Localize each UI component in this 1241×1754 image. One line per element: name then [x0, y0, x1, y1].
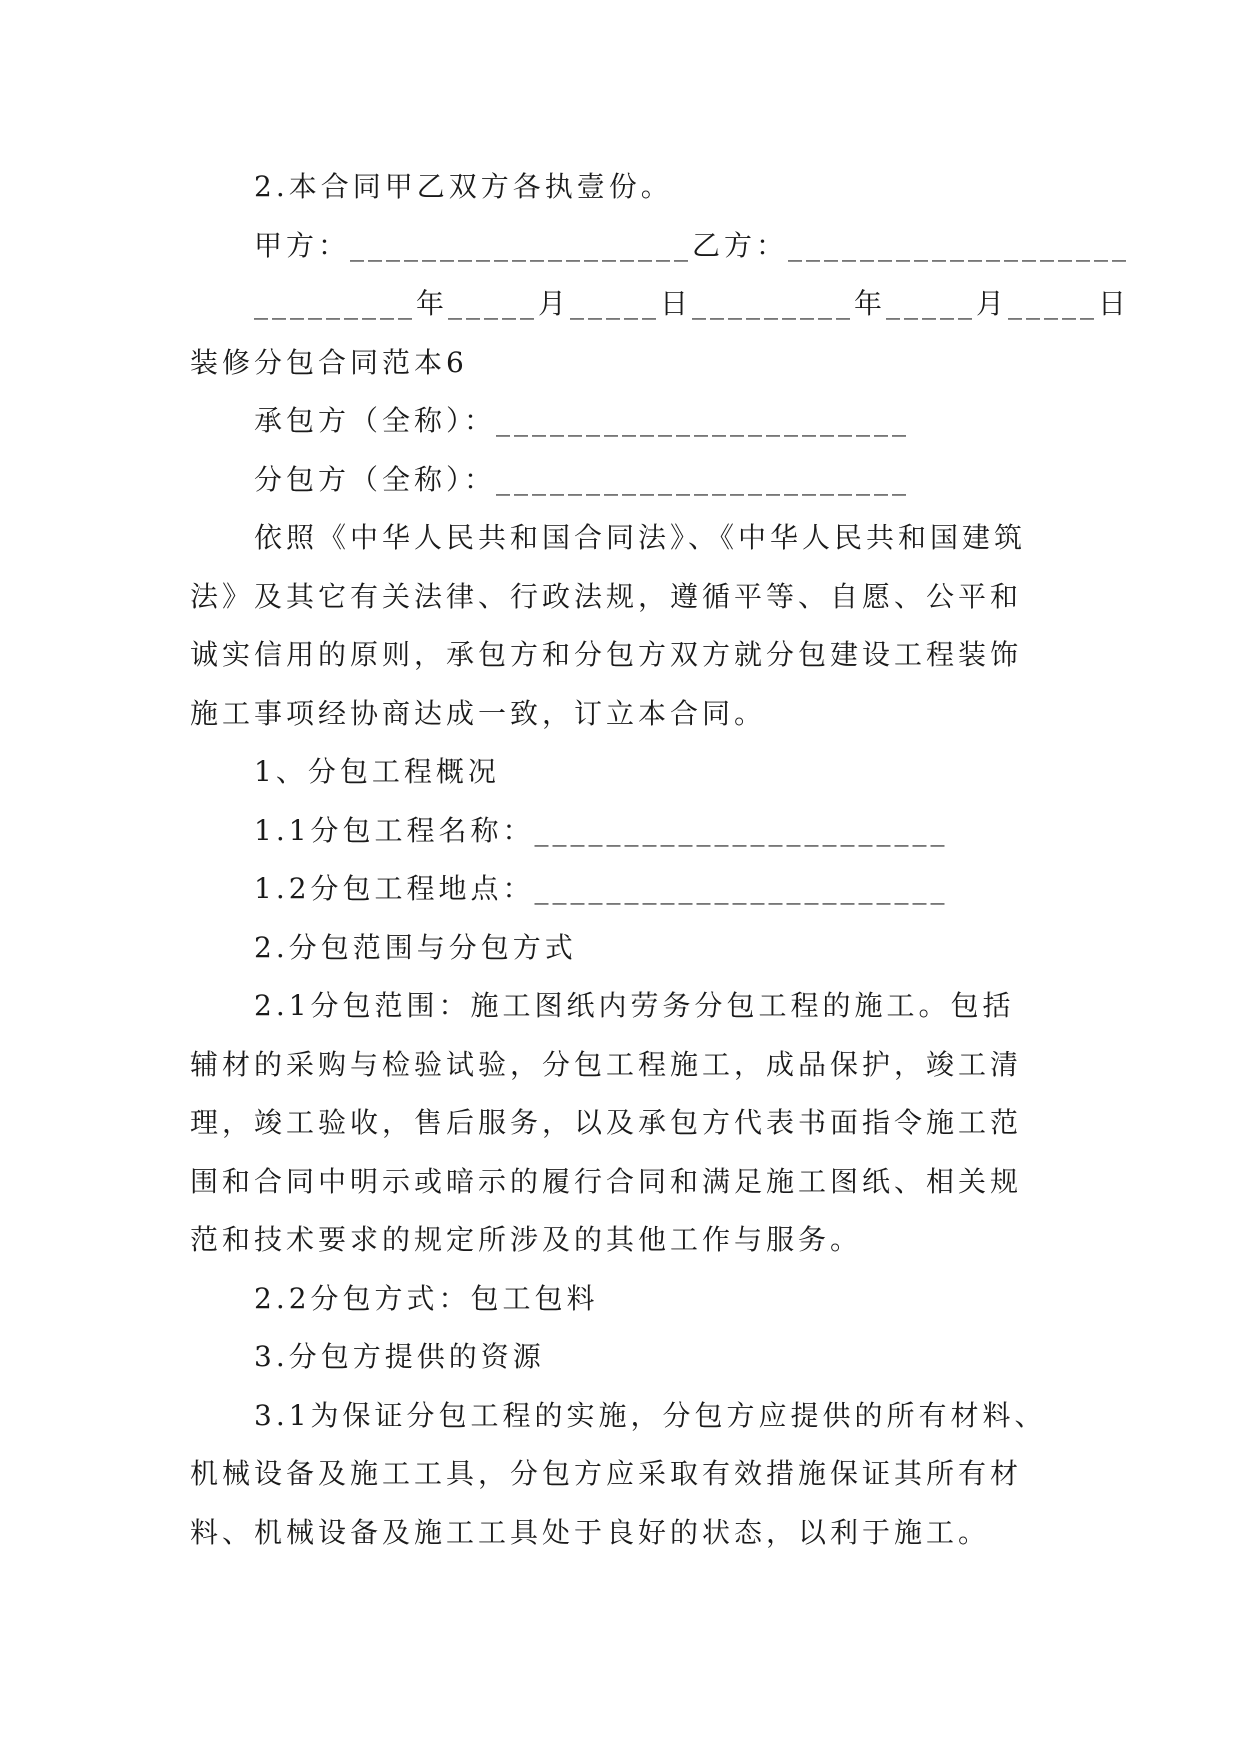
- text-line: 2.1分包范围：施工图纸内劳务分包工程的施工。包括: [254, 989, 1015, 1022]
- text-line: 3.1为保证分包工程的实施，分包方应提供的所有材料、: [254, 1398, 1047, 1432]
- date-line: _________年_____月_____日_________年_____月_____日: [254, 287, 1131, 320]
- signature-line: 甲方：___________________乙方：___________________: [254, 228, 1131, 262]
- document-body: [190, 158, 1131, 1562]
- text-line: 料、机械设备及施工工具处于良好的状态，以利于施工。: [190, 1515, 991, 1549]
- contractor-field: 承包方（全称）：_______________________: [254, 404, 911, 437]
- text-line: 2.2分包方式：包工包料: [254, 1281, 599, 1315]
- project-location-field: 1.2分包工程地点：_______________________: [254, 872, 949, 905]
- text-line: 2.本合同甲乙双方各执壹份。: [254, 170, 673, 203]
- subcontractor-field: 分包方（全称）：_______________________: [254, 462, 911, 496]
- text-line: 诚实信用的原则，承包方和分包方双方就分包建设工程装饰: [190, 638, 1023, 671]
- text-line: 范和技术要求的规定所涉及的其他工作与服务。: [190, 1223, 863, 1256]
- text-line: 辅材的采购与检验试验，分包工程施工，成品保护，竣工清: [190, 1047, 1023, 1081]
- text-line: 法》及其它有关法律、行政法规，遵循平等、自愿、公平和: [190, 579, 1023, 613]
- text-line: 依照《中华人民共和国合同法》、《中华人民共和国建筑: [254, 521, 1027, 554]
- text-line: 理，竣工验收，售后服务，以及承包方代表书面指令施工范: [190, 1106, 1023, 1139]
- project-name-field: 1.1分包工程名称：_______________________: [254, 813, 949, 847]
- clause-heading: 3.分包方提供的资源: [254, 1340, 545, 1373]
- text-line: 围和合同中明示或暗示的履行合同和满足施工图纸、相关规: [190, 1164, 1023, 1198]
- section-title: 装修分包合同范本6: [190, 345, 468, 379]
- text-line: 机械设备及施工工具，分包方应采取有效措施保证其所有材: [190, 1457, 1023, 1490]
- clause-heading: 1、分包工程概况: [254, 755, 500, 788]
- text-line: 施工事项经协商达成一致，订立本合同。: [190, 696, 767, 730]
- clause-heading: 2.分包范围与分包方式: [254, 930, 577, 964]
